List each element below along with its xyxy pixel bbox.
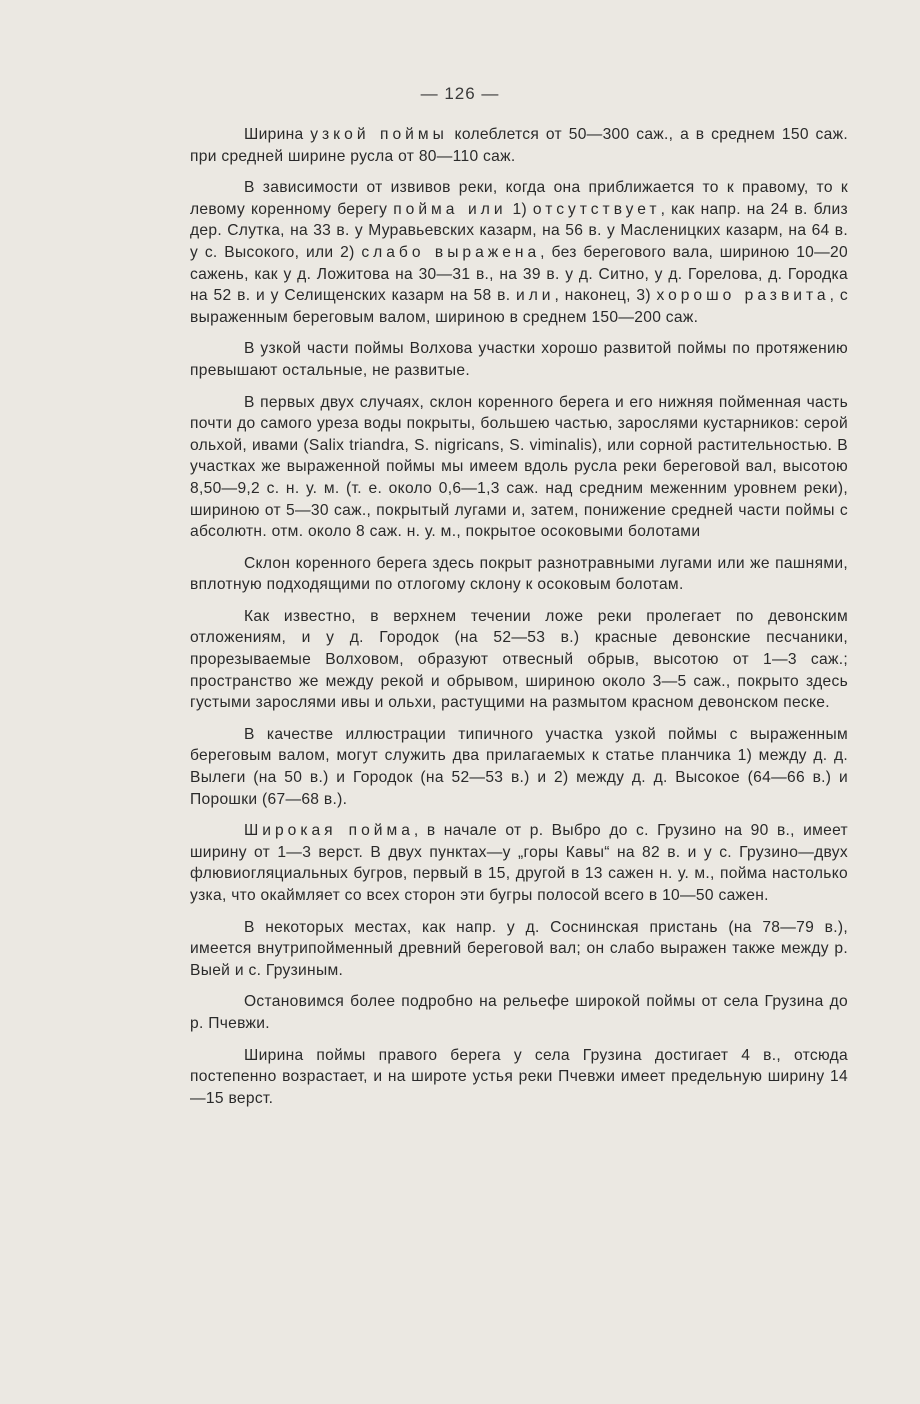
- paragraph: [190, 917, 848, 982]
- paragraph: [190, 991, 848, 1034]
- spaced-emphasis-text: пойма или: [393, 200, 507, 218]
- spaced-emphasis-text: хорошо развита: [656, 287, 830, 305]
- paragraph-text: Ширина: [244, 126, 311, 143]
- paragraph-text: В качестве иллюстрации типичного участка узкой поймы с выраженным береговым валом, могут служить два прилагаемых к статье планчика 1) между д. д. Вылеги (на 50 в.) и Городок (на 52—53 в.) и 2) между д. д. Высокое (64—66 в.) и Порошки (67—68 в.).: [190, 725, 848, 808]
- paragraph: [190, 820, 848, 906]
- paragraph-text: , с выраженным береговым валом, шириною в среднем 150—200 саж.: [190, 287, 848, 326]
- paragraph: [190, 177, 848, 328]
- paragraph: [190, 553, 848, 596]
- spaced-emphasis-text: Широкая пойма: [244, 822, 414, 840]
- spaced-emphasis-text: слабо выражена: [361, 243, 541, 261]
- paragraph: [190, 724, 848, 810]
- paragraph-text: Склон коренного берега здесь покрыт разнотравными лугами или же пашнями, вплотную подходящими по отлогому склону к осоковым болотам.: [190, 554, 848, 594]
- paragraph: [190, 338, 848, 381]
- page-number: — 126 —: [420, 84, 500, 103]
- paragraph: [190, 392, 848, 543]
- paragraph-text: , как напр. на 24 в. близ дер. Слутка, на 33 в. у Муравьевских казарм, на 56 в. у Масленицких казарм, на 64 в. у с. Высокого, или 2): [190, 200, 848, 261]
- spaced-emphasis-text: отсутствует: [532, 200, 661, 218]
- paragraph-text: В некоторых местах, как напр. у д. Соснинская пристань (на 78—79 в.), имеется внутрипойменный древний береговой вал; он слабо выражен также между р. Выей и с. Грузиным.: [190, 918, 848, 979]
- paragraph-text: , в начале от р. Выбро до с. Грузино на 90 в., имеет ширину от 1—3 верст. В двух пунктах—у „горы Кавы“ на 82 в. и у с. Грузино—двух флювиогляциальных бугров, первый в 15, другой в 13 сажен н. у. м., пойма настолько узка, что окаймляет со всех сторон эти бугры полосой всего в 10—50 сажен.: [190, 822, 849, 904]
- paragraph-text: Как известно, в верхнем течении ложе реки пролегает по девонским отложениям, и у д. Городок (на 52—53 в.) красные девонские песчаники, прорезываемые Волховом, образуют отвесный обрыв, высотою от 1—3 саж.; пространство же между рекой и обрывом, шириною около 3—5 саж., покрыто здесь густыми зарослями ивы и ольхи, растущими на размытом красном девонском песке.: [190, 607, 848, 712]
- paragraph-text: В узкой части поймы Волхова участки хорошо развитой поймы по протяжению превышают остальные, не развитые.: [190, 340, 848, 379]
- paragraph-text: колеблется от 50—300 саж., а в среднем 150 саж. при средней ширине русла от 80—110 саж.: [190, 126, 848, 165]
- paragraph-text: , наконец, 3): [554, 287, 657, 305]
- spaced-emphasis-text: или: [515, 287, 555, 305]
- paragraph-text: , без берегового вала, шириною 10—20 сажень, как у д. Ложитова на 30—31 в., на 39 в. у д. Ситно, у д. Горелова, д. Городка на 52 в. и у Селищенских казарм на 58 в.: [190, 243, 848, 305]
- text-body: [190, 124, 848, 1119]
- paragraph-text: В первых двух случаях, склон коренного берега и его нижняя пойменная часть почти до самого уреза воды покрыты, большею частью, зарослями кустарников: серой ольхой, ивами (Salix triandra, S. nigricans, S. viminalis), или сорной растительностью. В участках же выраженной поймы мы имеем вдоль русла реки береговой вал, высотою 8,50—9,2 с. н. у. м. (т. е. около 0,6—1,3 саж. над средним меженним уровнем реки), шириною от 5—30 саж., покрытый лугами и, затем, понижение средней части поймы с абсолютн. отм. около 8 саж. н. у. м., покрытое осоковыми болотами: [190, 393, 848, 541]
- paragraph: [190, 1045, 848, 1110]
- paragraph-text: Остановимся более подробно на рельефе широкой поймы от села Грузина до р. Пчевжи.: [190, 993, 848, 1032]
- paragraph: [190, 606, 848, 714]
- paragraph: [190, 124, 848, 167]
- paragraph-text: Ширина поймы правого берега у села Грузина достигает 4 в., отсюда постепенно возрастает, и на широте устья реки Пчевжи имеет предельную ширину 14—15 верст.: [190, 1046, 848, 1107]
- spaced-emphasis-text: узкой поймы: [310, 126, 448, 143]
- paragraph-text: В зависимости от извивов реки, когда она приближается то к правому, то к левому коренному берегу: [190, 179, 848, 218]
- paragraph-text: 1): [506, 200, 533, 218]
